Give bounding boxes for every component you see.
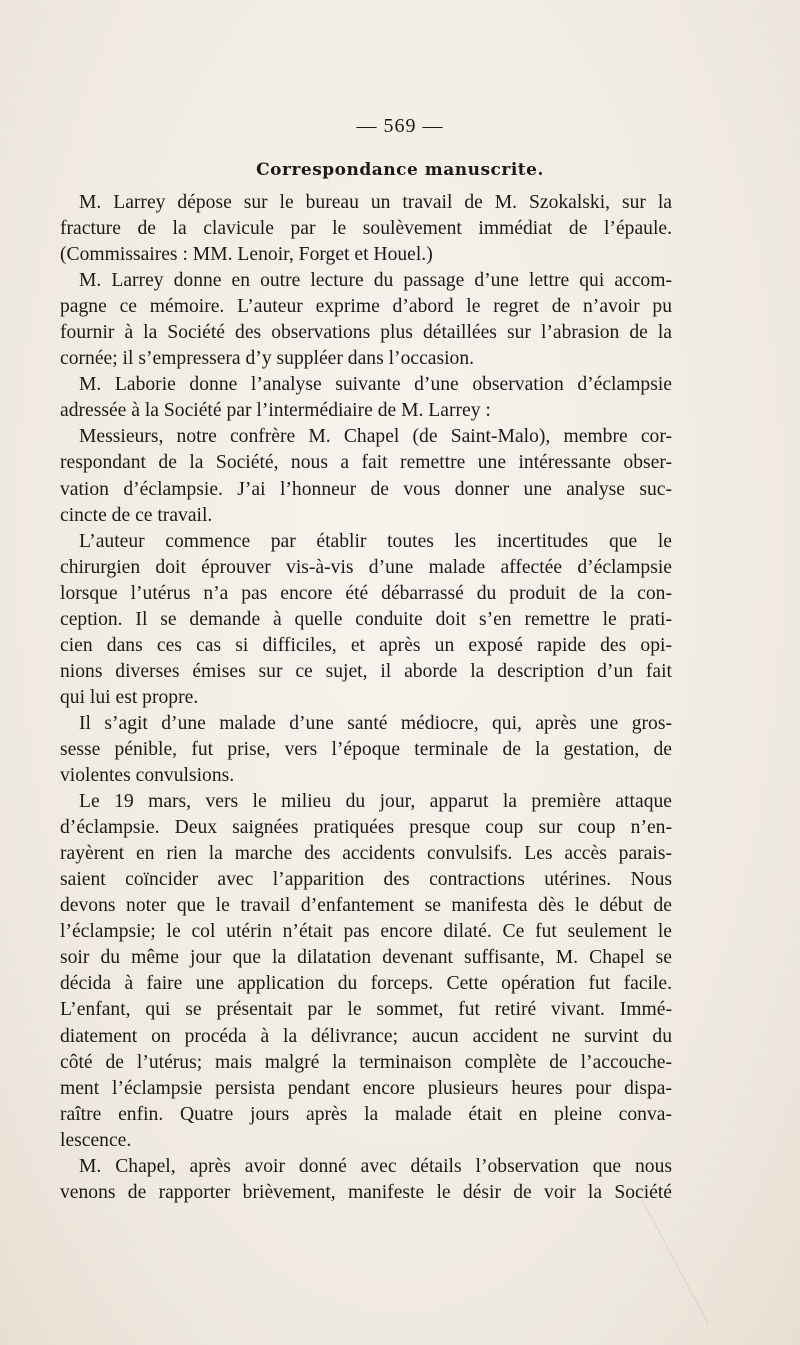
- paragraph: [60, 268, 672, 372]
- text-line: soir du même jour que la dilatation devenant suffisante, M. Chapel se: [60, 947, 672, 969]
- text-line: diatement on procéda à la délivrance; aucun accident ne survint du: [60, 1025, 672, 1047]
- text-line: chirurgien doit éprouver vis-à-vis d’une malade affectée d’éclampsie: [60, 556, 672, 578]
- text-line: nions diverses émises sur ce sujet, il aborde la description d’un fait: [60, 660, 672, 682]
- text-line: M. Larrey donne en outre lecture du passage d’une lettre qui accom-: [79, 270, 672, 292]
- text-line: L’auteur commence par établir toutes les incertitudes que le: [79, 530, 672, 552]
- text-line: fournir à la Société des observations plus détaillées sur l’abrasion de la: [60, 322, 672, 344]
- text-line: cien dans ces cas si difficiles, et après un exposé rapide des opi-: [60, 634, 672, 656]
- text-line: pagne ce mémoire. L’auteur exprime d’abord le regret de n’avoir pu: [60, 296, 672, 318]
- text-line: respondant de la Société, nous a fait remettre une intéressante obser-: [60, 452, 672, 474]
- section-heading: Correspondance manuscrite.: [256, 160, 544, 180]
- text-line: rayèrent en rien la marche des accidents convulsifs. Les accès parais-: [60, 843, 672, 865]
- text-line: fracture de la clavicule par le soulèvement immédiat de l’épaule.: [60, 218, 672, 240]
- text-line: adressée à la Société par l’intermédiaire de M. Larrey :: [60, 400, 491, 422]
- text-line: Messieurs, notre confrère M. Chapel (de Saint-Malo), membre cor-: [79, 426, 672, 448]
- text-line: cornée; il s’empressera d’y suppléer dans l’occasion.: [60, 348, 475, 370]
- paragraph: [60, 190, 672, 268]
- text-line: l’éclampsie; le col utérin n’était pas encore dilaté. Ce fut seulement le: [60, 921, 672, 943]
- paragraph: [60, 529, 672, 711]
- text-line: Il s’agit d’une malade d’une santé médiocre, qui, après une gros-: [79, 712, 672, 734]
- paragraph: [60, 789, 672, 1154]
- text-line: vation d’éclampsie. J’ai l’honneur de vous donner une analyse suc-: [60, 478, 672, 500]
- text-line: Le 19 mars, vers le milieu du jour, apparut la première attaque: [79, 791, 672, 813]
- text-line: ception. Il se demande à quelle conduite doit s’en remettre le prati-: [60, 608, 672, 630]
- text-line: qui lui est propre.: [60, 686, 199, 708]
- paragraph: [60, 372, 672, 424]
- text-line: venons de rapporter brièvement, manifeste le désir de voir la Société: [60, 1181, 672, 1203]
- text-line: d’éclampsie. Deux saignées pratiquées presque coup sur coup n’en-: [60, 817, 672, 839]
- text-line: (Commissaires : MM. Lenoir, Forget et Houel.): [60, 244, 433, 266]
- paragraph: [60, 424, 672, 528]
- text-line: violentes convulsions.: [60, 765, 235, 787]
- text-line: devons noter que le travail d’enfantement se manifesta dès le début de: [60, 895, 672, 917]
- text-line: ment l’éclampsie persista pendant encore plusieurs heures pour dispa-: [60, 1077, 672, 1099]
- text-line: raître enfin. Quatre jours après la malade était en pleine conva-: [60, 1103, 672, 1125]
- text-line: décida à faire une application du forceps. Cette opération fut facile.: [60, 973, 672, 995]
- text-line: lescence.: [60, 1129, 132, 1151]
- text-line: lorsque l’utérus n’a pas encore été débarrassé du produit de la con-: [60, 582, 672, 604]
- paragraph: [60, 1154, 672, 1206]
- page-number: — 569 —: [356, 115, 444, 137]
- text-line: M. Laborie donne l’analyse suivante d’une observation d’éclampsie: [79, 374, 672, 396]
- text-line: M. Chapel, après avoir donné avec détails l’observation que nous: [79, 1155, 672, 1177]
- text-line: L’enfant, qui se présentait par le sommet, fut retiré vivant. Immé-: [60, 999, 672, 1021]
- text-line: sesse pénible, fut prise, vers l’époque terminale de la gestation, de: [60, 738, 672, 760]
- body-text: [60, 190, 672, 1206]
- text-line: M. Larrey dépose sur le bureau un travail de M. Szokalski, sur la: [79, 192, 672, 213]
- text-line: saient coïncider avec l’apparition des contractions utérines. Nous: [60, 869, 672, 891]
- paragraph: [60, 711, 672, 789]
- text-line: côté de l’utérus; mais malgré la terminaison complète de l’accouche-: [60, 1051, 672, 1073]
- text-line: cincte de ce travail.: [60, 504, 213, 526]
